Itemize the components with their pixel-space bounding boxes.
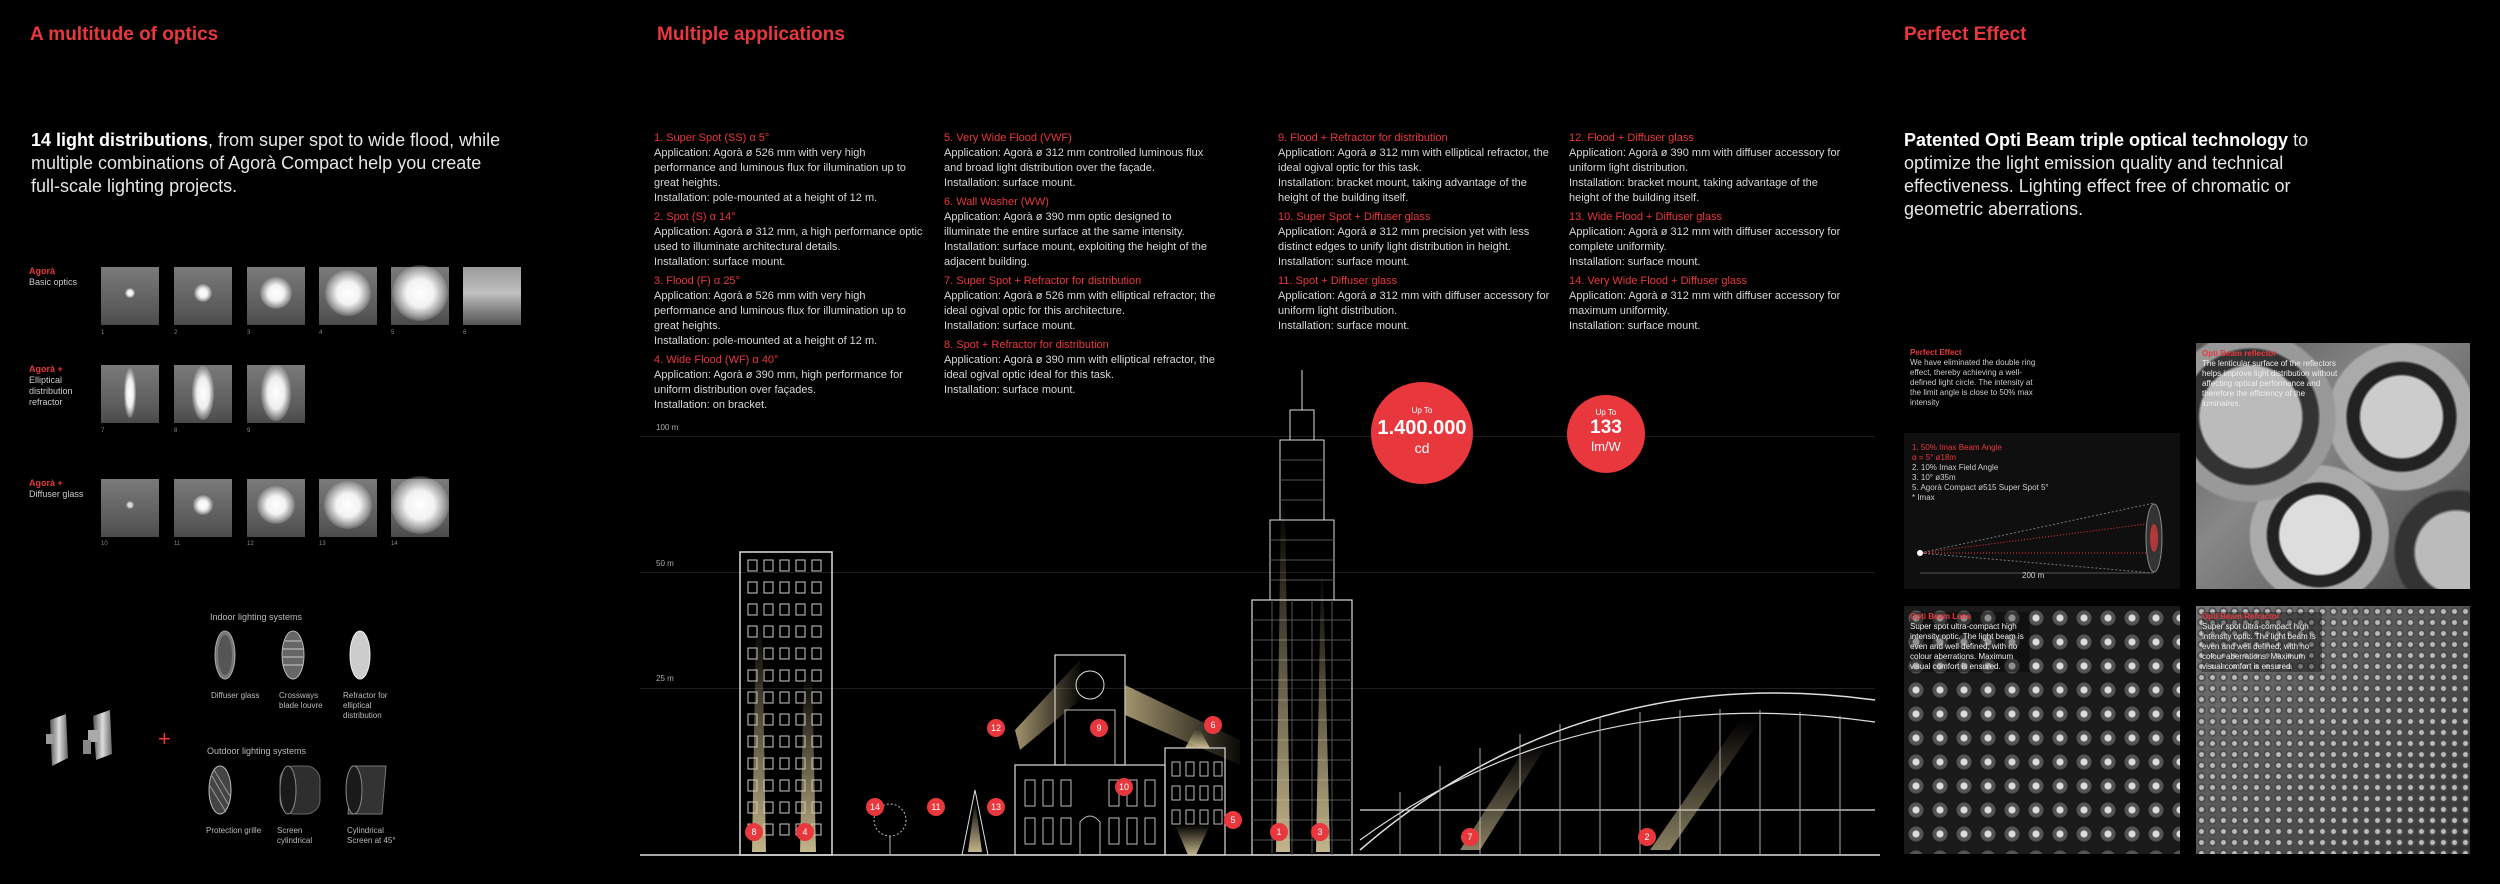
optic-tile-6	[463, 267, 521, 325]
tile-number: 13	[319, 541, 326, 547]
app-line: Installation: surface mount.	[944, 177, 1076, 189]
app-line: Installation: on bracket.	[654, 399, 768, 411]
app-entry	[944, 131, 1220, 191]
perfect-effect-note	[1910, 348, 2040, 408]
app-line: Application: Agorà ø 312 mm, a high performance optic used to illuminate architectural details.	[654, 226, 923, 253]
tile-number: 5	[391, 330, 395, 336]
pin-14: 14	[866, 798, 884, 816]
app-heading: 7. Super Spot + Refractor for distribution	[944, 275, 1142, 287]
app-line: Application: Agorà ø 312 mm with diffuser accessory for maximum uniformity.	[1569, 290, 1841, 317]
pin-8: 8	[745, 823, 763, 841]
app-heading: 11. Spot + Diffuser glass	[1278, 275, 1398, 287]
bubble-top: Up To	[1411, 406, 1433, 415]
app-line: Application: Agorà ø 526 mm with elliptical refractor; the ideal ogival optic for this architecture.	[944, 290, 1216, 317]
beam-cone-diagram	[1904, 433, 2180, 589]
pin-3: 3	[1311, 823, 1329, 841]
app-line: Application: Agorà ø 312 mm with diffuser accessory for uniform light distribution.	[1278, 290, 1550, 317]
app-heading: 3. Flood (F) α 25°	[654, 275, 740, 287]
optic-tile-5	[391, 267, 449, 325]
app-line: Installation: pole-mounted at a height of 12 m.	[654, 335, 878, 347]
note-text: We have eliminated the double ring effect, thereby achieving a well-defined light circle. The intensity at the limit angle is close to 50% max intensity	[1910, 358, 2036, 407]
app-entry	[944, 195, 1220, 270]
pin-5: 5	[1224, 811, 1242, 829]
optic-tile-12	[247, 479, 305, 537]
caption-heading: Opti Beam reflector	[2202, 349, 2277, 358]
note-heading: Perfect Effect	[1910, 348, 1962, 357]
legend-line: 5. Agorà Compact ø515 Super Spot 5°	[1912, 483, 2049, 492]
tile-number: 2	[174, 330, 178, 336]
app-entry	[944, 274, 1220, 334]
app-line: Application: Agorà ø 390 mm with diffuser accessory for uniform light distribution.	[1569, 147, 1841, 174]
applications-column-2	[944, 131, 1220, 402]
lens-caption	[1910, 612, 2030, 672]
app-entry	[654, 274, 930, 349]
perfect-effect-intro-bold: Patented Opti Beam triple optical technology	[1904, 130, 2289, 150]
app-heading: 12. Flood + Diffuser glass	[1569, 132, 1694, 144]
app-heading: 13. Wide Flood + Diffuser glass	[1569, 211, 1722, 223]
caption-heading: Opti Beam Lens	[1910, 612, 1971, 621]
tile-number: 1	[101, 330, 105, 336]
app-entry	[1569, 131, 1849, 206]
app-heading: 6. Wall Washer (WW)	[944, 196, 1049, 208]
tile-number: 11	[174, 541, 181, 547]
optics-intro-text: , from super spot to wide flood, while multiple combinations of Agorà Compact help you create full-scale lighting projects.	[31, 130, 501, 196]
app-line: Installation: surface mount.	[654, 256, 786, 268]
outdoor-item: Protection grille	[206, 826, 262, 835]
cityscape-illustration	[640, 370, 1880, 870]
optic-tile-2	[174, 267, 232, 325]
app-entry	[1278, 210, 1558, 270]
tile-number: 7	[101, 428, 105, 434]
row-desc: Diffuser glass	[29, 489, 84, 499]
legend-line: * Imax	[1912, 493, 1935, 502]
app-line: Application: Agorà ø 312 mm precision yet with less distinct edges to unify light distribution in height.	[1278, 226, 1530, 253]
app-line: Installation: bracket mount, taking advantage of the height of the building itself.	[1278, 177, 1527, 204]
perfect-effect-intro	[1904, 129, 2334, 221]
intensity-bubble	[1371, 382, 1473, 484]
app-heading: 4. Wide Flood (WF) α 40°	[654, 354, 779, 366]
row-label-elliptical	[29, 364, 89, 408]
optic-tile-7	[101, 365, 159, 423]
app-line: Application: Agorà ø 526 mm with very high performance and luminous flux for illumination up to great heights.	[654, 290, 906, 332]
caption-text: Super spot ultra-compact high intensity optic. The light beam is even and well defined, with no colour aberrations. Maximum visual comfort is ensured.	[1910, 622, 2024, 671]
optic-tile-10	[101, 479, 159, 537]
app-line: Application: Agorà ø 390 mm, high performance for uniform distribution over façades.	[654, 369, 903, 396]
optic-tile-8	[174, 365, 232, 423]
pin-4: 4	[796, 823, 814, 841]
efficiency-bubble	[1567, 395, 1645, 473]
app-heading: 1. Super Spot (SS) α 5°	[654, 132, 770, 144]
refractor-photo	[2196, 606, 2470, 854]
row-desc: Basic optics	[29, 277, 78, 287]
app-heading: 10. Super Spot + Diffuser glass	[1278, 211, 1431, 223]
optic-tile-9	[247, 365, 305, 423]
optics-intro	[31, 129, 501, 198]
app-line: Installation: surface mount.	[944, 384, 1076, 396]
app-line: Application: Agorà ø 312 mm with elliptical refractor, the ideal ogival optic for this task.	[1278, 147, 1549, 174]
app-line: Application: Agorà ø 390 mm optic designed to illuminate the entire surface at the same intensity.	[944, 211, 1185, 238]
tile-number: 9	[247, 428, 251, 434]
pin-12: 12	[987, 719, 1005, 737]
bubble-value: 1.400.000	[1377, 417, 1467, 439]
caption-text: Super spot ultra-compact high intensity optic. The light beam is even and well defined, with no colour aberrations. Maximum visual comfort is ensured.	[2202, 622, 2316, 671]
app-heading: 5. Very Wide Flood (VWF)	[944, 132, 1072, 144]
app-line: Installation: pole-mounted at a height of 12 m.	[654, 192, 878, 204]
luminaire-product-icon	[38, 700, 133, 795]
app-heading: 2. Spot (S) α 14°	[654, 211, 736, 223]
reflector-photo	[2196, 343, 2470, 589]
caption-text: The lenticular surface of the reflectors helps improve light distribution without affecting optical performance and therefore the efficiency of the luminaires.	[2202, 359, 2338, 408]
bubble-unit: lm/W	[1591, 439, 1621, 454]
distance-label: 200 m	[2022, 571, 2045, 580]
tile-number: 10	[101, 541, 108, 547]
app-line: Installation: surface mount.	[1569, 320, 1701, 332]
optic-tile-11	[174, 479, 232, 537]
pin-10: 10	[1115, 778, 1133, 796]
app-line: Application: Agorà ø 312 mm with diffuser accessory for complete uniformity.	[1569, 226, 1841, 253]
pin-1: 1	[1270, 823, 1288, 841]
pin-13: 13	[987, 798, 1005, 816]
app-line: Installation: bracket mount, taking advantage of the height of the building itself.	[1569, 177, 1818, 204]
legend-line: α = 5° ø18m	[1912, 453, 1957, 462]
app-line: Application: Agorà ø 526 mm with very high performance and luminous flux for illumination up to great heights.	[654, 147, 906, 189]
legend-line: 1. 50% Imax Beam Angle	[1912, 443, 2002, 452]
app-entry	[1278, 131, 1558, 206]
pin-6: 6	[1204, 716, 1222, 734]
app-line: Installation: surface mount.	[1278, 320, 1410, 332]
app-line: Application: Agorà ø 390 mm with elliptical refractor, the ideal ogival optic ideal for this task.	[944, 354, 1215, 381]
bubble-value: 133	[1590, 417, 1622, 438]
app-line: Installation: surface mount.	[1278, 256, 1410, 268]
indoor-item: Refractor for elliptical distribution	[343, 691, 388, 720]
outdoor-item: Cylindrical Screen at 45°	[347, 826, 396, 845]
indoor-systems-title: Indoor lighting systems	[210, 612, 303, 622]
applications-column-3	[1278, 131, 1558, 338]
scale-label: 100 m	[656, 423, 679, 432]
tile-number: 14	[391, 541, 398, 547]
reflector-caption	[2202, 349, 2342, 409]
optic-tile-1	[101, 267, 159, 325]
plus-sign: +	[158, 726, 171, 751]
tile-number: 8	[174, 428, 178, 434]
optic-tile-13	[319, 479, 377, 537]
row-name: Agorà +	[29, 478, 63, 488]
app-entry	[1278, 274, 1558, 334]
pin-9: 9	[1090, 719, 1108, 737]
app-entry	[654, 131, 930, 206]
lens-photo	[1904, 606, 2180, 854]
pin-2: 2	[1638, 828, 1656, 846]
optic-tile-4	[319, 267, 377, 325]
row-desc: Elliptical distribution refractor	[29, 375, 73, 407]
scale-label: 25 m	[656, 674, 674, 683]
app-heading: 8. Spot + Refractor for distribution	[944, 339, 1109, 351]
row-name: Agorà +	[29, 364, 63, 374]
perfect-effect-intro-text: to optimize the light emission quality and technical effectiveness. Lighting effect free of chromatic or geometric aberrations.	[1904, 130, 2309, 219]
caption-heading: Opti Beam Refractor	[2202, 612, 2280, 621]
legend-line: 2. 10% Imax Field Angle	[1912, 463, 1999, 472]
beam-diagram-panel	[1904, 433, 2180, 589]
outdoor-systems-title: Outdoor lighting systems	[207, 746, 307, 756]
bubble-top: Up To	[1595, 408, 1617, 417]
tile-number: 3	[247, 330, 251, 336]
outdoor-item: Screen cylindrical	[277, 826, 313, 845]
section-title-perfect-effect: Perfect Effect	[1904, 24, 2027, 45]
app-heading: 9. Flood + Refractor for distribution	[1278, 132, 1448, 144]
app-entry	[1569, 210, 1849, 270]
row-name: Agorà	[29, 266, 56, 276]
optic-tile-14	[391, 479, 449, 537]
optics-intro-bold: 14 light distributions	[31, 130, 209, 150]
app-line: Installation: surface mount.	[1569, 256, 1701, 268]
app-entry	[1569, 274, 1849, 334]
tile-number: 6	[463, 330, 467, 336]
legend-line: 3. 10° ø35m	[1912, 473, 1956, 482]
pin-7: 7	[1461, 828, 1479, 846]
optic-tile-3	[247, 267, 305, 325]
section-title-applications: Multiple applications	[657, 24, 845, 45]
scale-label: 50 m	[656, 559, 674, 568]
app-heading: 14. Very Wide Flood + Diffuser glass	[1569, 275, 1748, 287]
app-entry	[654, 210, 930, 270]
applications-column-4	[1569, 131, 1849, 338]
refractor-caption	[2202, 612, 2322, 672]
indoor-item: Diffuser glass	[211, 691, 260, 700]
bubble-unit: cd	[1414, 440, 1430, 456]
tile-number: 4	[319, 330, 323, 336]
tile-number: 12	[247, 541, 254, 547]
outdoor-accessories-icon	[206, 762, 396, 822]
row-label-basic	[29, 266, 89, 288]
app-line: Installation: surface mount.	[944, 320, 1076, 332]
indoor-accessories-icon	[211, 627, 371, 687]
row-label-diffuser	[29, 478, 89, 500]
pin-11: 11	[927, 798, 945, 816]
indoor-item: Crossways blade louvre	[279, 691, 323, 710]
section-title-optics: A multitude of optics	[30, 24, 219, 45]
app-line: Application: Agorà ø 312 mm controlled luminous flux and broad light distribution over the façade.	[944, 147, 1204, 174]
app-line: Installation: surface mount, exploiting the height of the adjacent building.	[944, 241, 1207, 268]
